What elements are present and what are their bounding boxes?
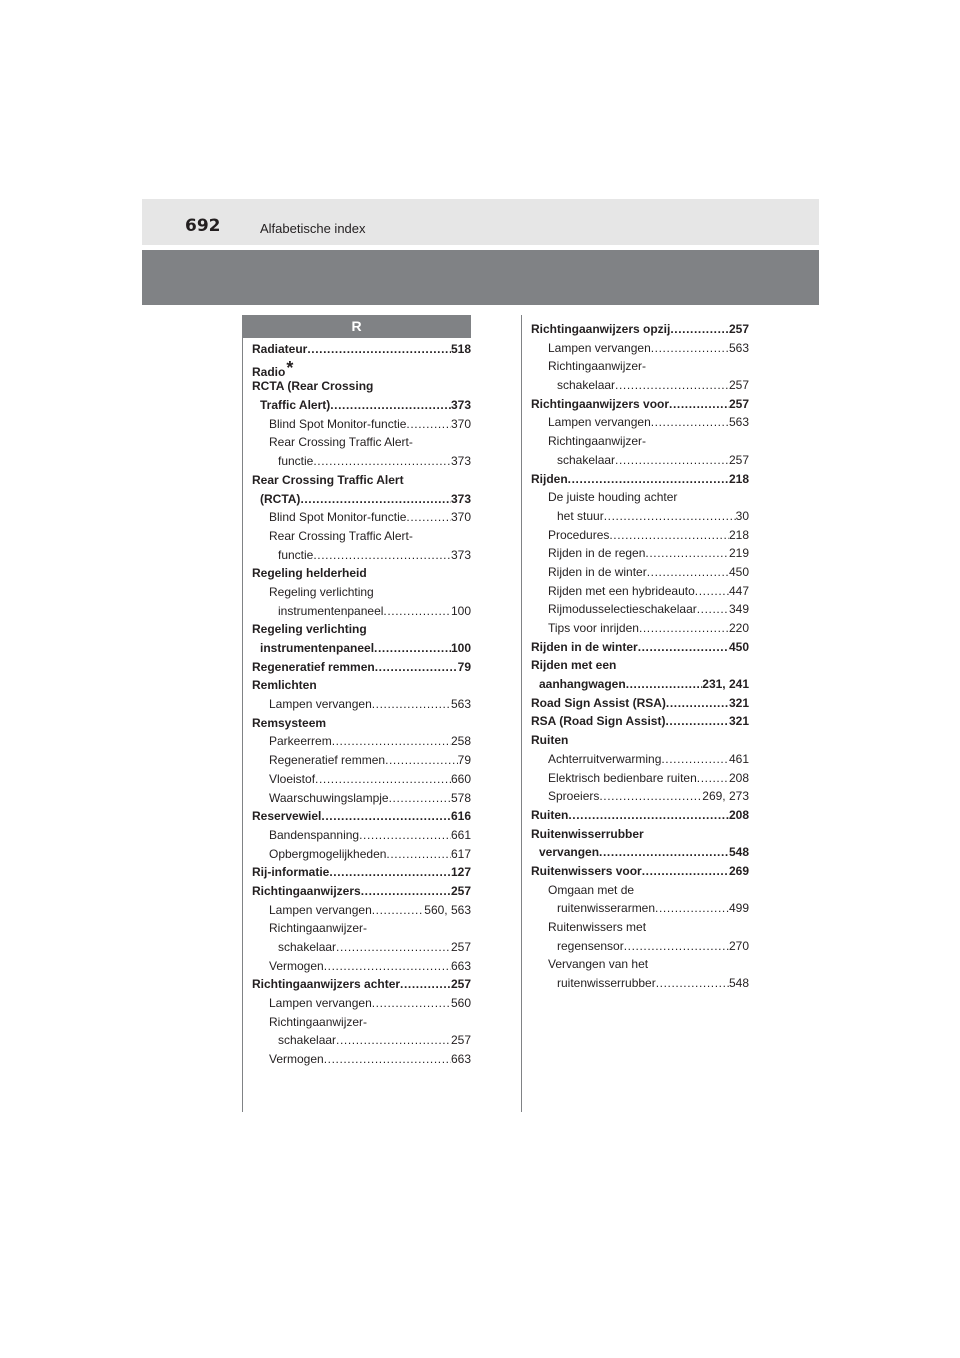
entry-page-number: 499 (728, 901, 749, 916)
index-entry-text (531, 881, 749, 900)
entry-label: Richtingaanwijzers opzij (531, 322, 671, 336)
dot-leader (336, 938, 451, 957)
dot-leader (372, 695, 451, 714)
entry-label: Opbergmogelijkheden (269, 846, 387, 861)
entry-label: Vermogen (269, 1052, 324, 1067)
entry-label: Achterruitverwarming (548, 751, 662, 766)
entry-page-number: 270 (728, 938, 749, 953)
index-entry (252, 957, 471, 976)
index-entry (531, 787, 749, 806)
entry-label: Bandenspanning (269, 827, 360, 842)
index-entry (531, 582, 749, 601)
index-entry (252, 602, 471, 621)
index-entry-text (531, 488, 749, 507)
index-entry (531, 750, 749, 769)
dot-leader (400, 975, 451, 994)
entry-page-number: 660 (450, 771, 471, 786)
index-entry (252, 770, 471, 789)
dot-leader (385, 751, 458, 770)
entry-page-number: 321 (728, 714, 749, 729)
index-entry-text (252, 714, 471, 733)
entry-page-number: 563 (728, 415, 749, 430)
entry-label: Lampen vervangen (548, 415, 651, 430)
entry-page-number: 258 (450, 734, 471, 749)
index-entry (252, 359, 471, 378)
index-entry (252, 826, 471, 845)
index-entry (531, 862, 749, 881)
index-entry (252, 396, 471, 415)
dot-leader (638, 638, 729, 657)
dot-leader (389, 789, 451, 808)
dot-leader (372, 901, 425, 920)
entry-label: schakelaar (557, 452, 616, 467)
dot-leader (406, 508, 451, 527)
dot-leader (645, 544, 729, 563)
index-entry (531, 600, 749, 619)
dot-leader (599, 843, 729, 862)
index-entry (252, 546, 471, 565)
entry-label: Lampen vervangen (269, 902, 372, 917)
index-entry (531, 675, 749, 694)
entry-page-number: 663 (450, 958, 471, 973)
entry-label: aanhangwagen (539, 677, 626, 692)
entry-label: regensensor (557, 938, 624, 953)
index-entry-text (531, 656, 749, 675)
entry-label: instrumentenpaneel (278, 603, 384, 618)
entry-label: functie (278, 547, 314, 562)
index-entry (531, 339, 749, 358)
entry-page-number: 127 (450, 865, 471, 880)
index-entry-text (252, 471, 471, 490)
index-entry-text (531, 731, 749, 750)
dot-leader (647, 563, 729, 582)
letter-tab: R (242, 315, 471, 338)
dot-leader (372, 994, 451, 1013)
index-entry (531, 843, 749, 862)
entry-page-number: 219 (728, 546, 749, 561)
index-entry (252, 658, 471, 677)
index-entry (252, 975, 471, 994)
entry-label: schakelaar (557, 378, 616, 393)
entry-label: Reservewiel (252, 809, 322, 824)
index-entry (252, 415, 471, 434)
entry-label: schakelaar (278, 940, 337, 954)
dot-leader (642, 862, 729, 881)
entry-label: Omgaan met de (548, 882, 635, 897)
entry-label: Rijden in de winter (531, 639, 638, 654)
index-column-left (252, 340, 471, 1069)
dot-leader (375, 658, 458, 677)
index-entry (531, 320, 749, 339)
entry-label: Rear Crossing Traffic Alert- (269, 528, 413, 543)
entry-page-number: 370 (450, 416, 471, 431)
dot-leader (336, 1031, 451, 1050)
entry-label: Ruitenwissers met (548, 920, 647, 934)
index-entry (252, 490, 471, 509)
entry-page-number: 79 (457, 659, 471, 674)
index-entry (252, 845, 471, 864)
entry-page-number: 373 (450, 454, 471, 469)
entry-label: Ruitenwissers voor (531, 863, 642, 878)
entry-page-number: 461 (728, 751, 749, 766)
entry-label: Rijden (531, 471, 568, 486)
entry-page-number: 269, 273 (702, 789, 749, 804)
entry-label: ruitenwisserrubber (557, 976, 656, 991)
index-entry (252, 789, 471, 808)
entry-page-number: 349 (728, 602, 749, 617)
entry-page-number: 79 (457, 753, 471, 768)
entry-label: Rear Crossing Traffic Alert (252, 472, 404, 487)
entry-page-number: 370 (450, 510, 471, 525)
dot-leader (656, 974, 729, 993)
index-entry (531, 899, 749, 918)
dot-leader (697, 769, 729, 788)
dot-leader (321, 807, 451, 826)
entry-label: Parkeerrem (269, 734, 332, 749)
dot-leader (651, 339, 729, 358)
entry-label: Ruitenwisserrubber (531, 826, 644, 841)
entry-page-number: 257 (450, 977, 471, 992)
index-entry (531, 376, 749, 395)
entry-page-number: 257 (450, 1033, 471, 1048)
header-band (142, 250, 819, 305)
entry-label: Remsysteem (252, 715, 327, 730)
dot-leader (324, 1050, 451, 1069)
entry-label: het stuur (557, 508, 604, 523)
entry-label: Rear Crossing Traffic Alert- (269, 435, 413, 450)
entry-page-number: 616 (450, 809, 471, 824)
entry-label: Regeling verlichting (269, 584, 374, 599)
entry-page-number: 208 (728, 807, 749, 822)
dot-leader (604, 507, 736, 526)
entry-label: De juiste houding achter (548, 490, 678, 505)
entry-label: Procedures (548, 527, 610, 542)
entry-label: Richtingaanwijzers (252, 883, 361, 898)
dot-leader (330, 396, 451, 415)
entry-label: Richtingaanwijzer- (548, 434, 647, 449)
entry-label: Richtingaanwijzer- (548, 359, 647, 374)
index-entry-text (531, 357, 749, 376)
entry-label: Rijden in de winter (548, 564, 647, 579)
entry-label: Lampen vervangen (269, 996, 372, 1011)
entry-label: Richtingaanwijzer- (269, 921, 368, 936)
header-bar (142, 199, 819, 245)
dot-leader (666, 694, 729, 713)
entry-page-number: 548 (728, 845, 749, 860)
index-entry (252, 938, 471, 957)
entry-page-number: 257 (728, 378, 749, 393)
index-entry-text (531, 918, 749, 937)
index-entry (531, 470, 749, 489)
dot-leader (609, 526, 729, 545)
index-entry (531, 563, 749, 582)
entry-page-number: 269 (728, 863, 749, 878)
dot-leader (661, 750, 729, 769)
entry-label: (RCTA) (260, 491, 301, 506)
dot-leader (324, 957, 451, 976)
footnote-mark: * (286, 357, 294, 378)
entry-page-number: 30 (735, 508, 749, 523)
index-entry (531, 413, 749, 432)
dot-leader (639, 619, 729, 638)
entry-label: Regeneratief remmen (269, 753, 386, 768)
index-entry (531, 937, 749, 956)
entry-page-number: 257 (728, 322, 749, 336)
index-entry (252, 882, 471, 901)
entry-page-number: 257 (728, 396, 749, 411)
index-entry (531, 544, 749, 563)
entry-page-number: 450 (728, 639, 749, 654)
index-entry (252, 732, 471, 751)
entry-label: Waarschuwingslampje (269, 790, 389, 805)
index-column-right (531, 320, 749, 993)
dot-leader (361, 882, 451, 901)
entry-label: Richtingaanwijzers voor (531, 396, 670, 411)
dot-leader (615, 451, 729, 470)
index-entry (252, 1050, 471, 1069)
entry-label: Vervangen van het (548, 957, 649, 972)
dot-leader (670, 320, 729, 339)
entry-label: schakelaar (278, 1033, 337, 1048)
dot-leader (329, 863, 451, 882)
entry-page-number: 257 (450, 940, 471, 954)
entry-label: Richtingaanwijzers achter (252, 977, 401, 992)
dot-leader (332, 732, 451, 751)
entry-page-number: 373 (450, 491, 471, 506)
entry-label: Regeling helderheid (252, 566, 367, 581)
entry-page-number: 208 (728, 770, 749, 785)
entry-label: Regeneratief remmen (252, 659, 375, 674)
entry-page-number: 563 (728, 340, 749, 355)
entry-label: Road Sign Assist (RSA) (531, 695, 666, 710)
column-divider-middle (521, 315, 522, 1112)
page-number: 692 (185, 216, 221, 236)
entry-label: Lampen vervangen (269, 697, 372, 712)
index-entry-text (531, 432, 749, 451)
entry-label: Regeling verlichting (252, 622, 367, 637)
dot-leader (568, 806, 729, 825)
entry-label: vervangen (539, 845, 600, 860)
entry-label: Rijden met een hybrideauto (548, 583, 695, 598)
index-entry-text (252, 676, 471, 695)
entry-label: Sproeiers (548, 789, 600, 804)
index-entry (252, 994, 471, 1013)
dot-leader (313, 546, 451, 565)
entry-label: Radio (252, 364, 286, 379)
dot-leader (669, 395, 729, 414)
dot-leader (615, 376, 729, 395)
entry-page-number: 321 (728, 695, 749, 710)
index-entry (252, 695, 471, 714)
entry-label: Ruiten (531, 733, 569, 748)
entry-page-number: 257 (450, 883, 471, 898)
index-entry (531, 712, 749, 731)
index-entry-text (252, 919, 471, 938)
entry-label: Traffic Alert) (260, 398, 331, 413)
index-entry-text (252, 377, 471, 396)
index-entry-text (252, 564, 471, 583)
entry-label: Rijden met een (531, 658, 617, 673)
index-entry (531, 638, 749, 657)
dot-leader (624, 937, 729, 956)
entry-page-number: 100 (450, 603, 471, 618)
dot-leader (386, 845, 451, 864)
entry-label: Richtingaanwijzer- (269, 1014, 368, 1029)
dot-leader (406, 415, 451, 434)
index-entry (252, 901, 471, 920)
index-entry (252, 340, 471, 359)
entry-page-number: 218 (728, 527, 749, 542)
dot-leader (307, 340, 451, 359)
section-title: Alfabetische index (260, 221, 366, 236)
entry-label: instrumentenpaneel (260, 641, 375, 655)
dot-leader (695, 582, 729, 601)
dot-leader (315, 770, 451, 789)
entry-label: Rij-informatie (252, 865, 330, 880)
index-entry-text (252, 620, 471, 639)
dot-leader (313, 452, 451, 471)
entry-page-number: 578 (450, 790, 471, 805)
entry-label: Radiateur (252, 342, 308, 356)
index-entry (531, 806, 749, 825)
index-entry-text (252, 1013, 471, 1032)
index-entry (531, 526, 749, 545)
index-entry (252, 639, 471, 658)
entry-label: Rijmodusselectieschakelaar (548, 602, 697, 617)
entry-page-number: 373 (450, 398, 471, 413)
entry-label: Ruiten (531, 807, 569, 822)
dot-leader (568, 470, 729, 489)
dot-leader (374, 639, 451, 658)
index-entry-text (252, 583, 471, 602)
entry-page-number: 663 (450, 1052, 471, 1067)
index-entry (252, 452, 471, 471)
entry-page-number: 450 (728, 564, 749, 579)
entry-label: Elektrisch bedienbare ruiten (548, 770, 697, 785)
dot-leader (359, 826, 451, 845)
entry-page-number: 257 (728, 452, 749, 467)
entry-label: Blind Spot Monitor-functie (269, 416, 407, 431)
entry-label: ruitenwisserarmen (557, 901, 656, 916)
entry-label: Lampen vervangen (548, 340, 651, 355)
index-entry (531, 619, 749, 638)
entry-page-number: 661 (450, 827, 471, 842)
dot-leader (651, 413, 729, 432)
dot-leader (697, 600, 729, 619)
index-entry-text (531, 825, 749, 844)
entry-page-number: 447 (728, 583, 749, 598)
index-entry (252, 1031, 471, 1050)
entry-page-number: 563 (450, 697, 471, 712)
index-entry (531, 395, 749, 414)
index-entry (531, 451, 749, 470)
index-entry (531, 974, 749, 993)
entry-label: Blind Spot Monitor-functie (269, 510, 407, 525)
entry-page-number: 220 (728, 621, 749, 635)
dot-leader (655, 899, 729, 918)
entry-page-number: 548 (728, 976, 749, 991)
entry-label: RCTA (Rear Crossing (252, 379, 374, 394)
entry-label: Vloeistof (269, 771, 316, 786)
entry-page-number: 100 (450, 641, 471, 655)
entry-page-number: 617 (450, 846, 471, 861)
entry-label: Rijden in de regen (548, 546, 646, 561)
entry-page-number: 373 (450, 547, 471, 562)
index-entry (531, 769, 749, 788)
dot-leader (300, 490, 451, 509)
index-entry (531, 507, 749, 526)
index-entry (252, 807, 471, 826)
index-entry (252, 863, 471, 882)
entry-label: RSA (Road Sign Assist) (531, 714, 666, 729)
dot-leader (626, 675, 703, 694)
entry-page-number: 560, 563 (424, 902, 471, 917)
dot-leader (665, 712, 729, 731)
index-entry-text (252, 433, 471, 452)
entry-page-number: 560 (450, 996, 471, 1011)
entry-label: Vermogen (269, 958, 324, 973)
index-entry (252, 751, 471, 770)
index-entry (531, 694, 749, 713)
entry-label: Remlichten (252, 678, 317, 693)
entry-page-number: 231, 241 (702, 677, 749, 692)
column-divider-left (242, 315, 243, 1112)
index-entry-text (531, 955, 749, 974)
dot-leader (599, 787, 702, 806)
entry-page-number: 218 (728, 471, 749, 486)
index-entry-text (252, 527, 471, 546)
entry-label: functie (278, 454, 314, 469)
index-entry (252, 508, 471, 527)
dot-leader (383, 602, 451, 621)
entry-page-number: 518 (450, 342, 471, 356)
entry-label: Tips voor inrijden (548, 621, 639, 635)
